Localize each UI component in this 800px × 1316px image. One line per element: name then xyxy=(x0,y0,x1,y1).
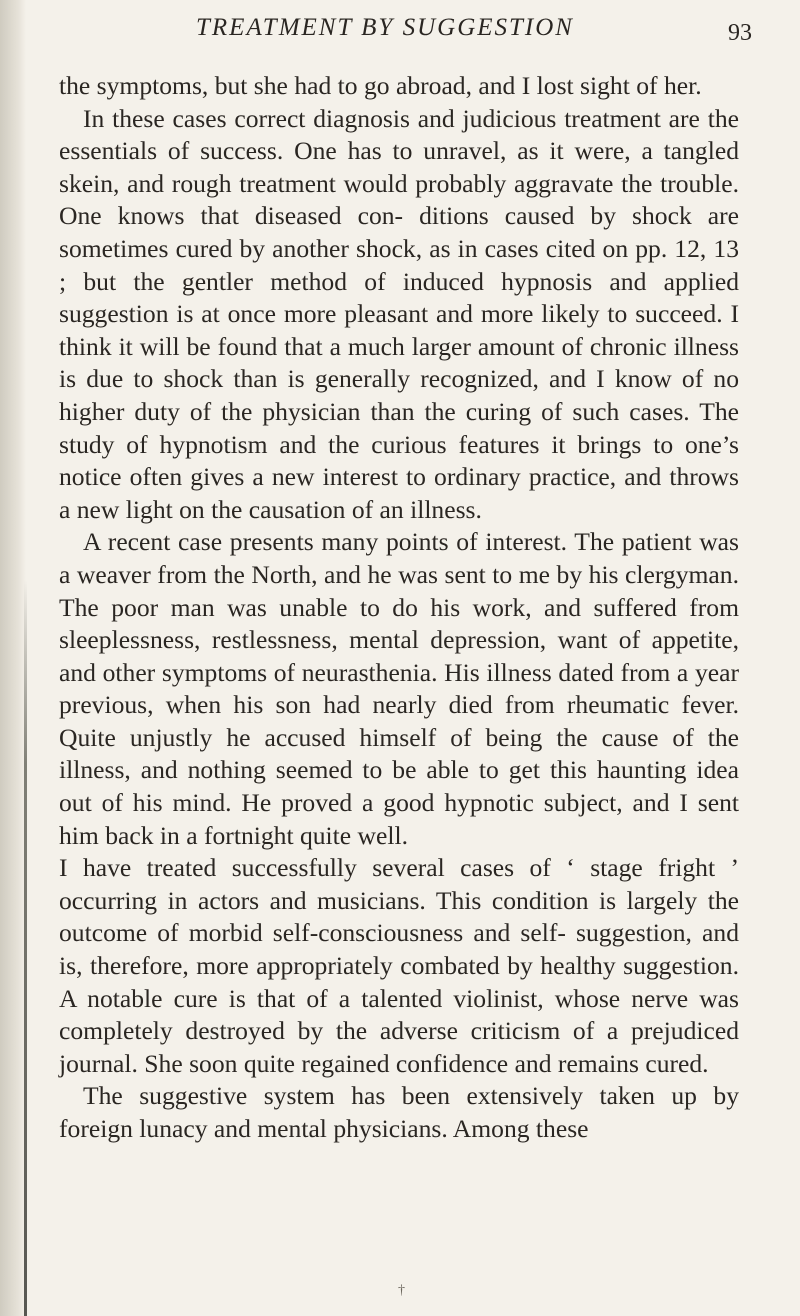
paragraph-4: I have treated successfully several cases of ‘ stage fright ’ occurring in actors and musicians. This condition is largely the outcome of morbid self-consciousness and self- suggestion, and is, therefore, more appropriately combated by healthy suggestion. A notable cure is that of a talented violinist, whose nerve was completely destroyed by the adverse criticism of a prejudiced journal. She soon quite regained confidence and remains cured. xyxy=(59,853,739,1078)
running-title: TREATMENT BY SUGGESTION xyxy=(196,14,574,41)
paragraph-2: In these cases correct diagnosis and judicious treatment are the essentials of success. One has to unravel, as it were, a tangled skein, and rough treatment would probably aggravate the trouble. One knows that diseased con- ditions caused by shock are sometimes cured by another shock, as in cases cited on pp. 12, 13 ; but the gentler method of induced hypnosis and applied suggestion is at once more pleasant and more likely to succeed. I think it will be found that a much larger amount of chronic illness is due to shock than is generally recognized, and I know of no higher duty of the physician than the curing of such cases. The study of hypnotism and the curious features it brings to one’s notice often gives a new interest to ordinary practice, and throws a new light on the causation of an illness. xyxy=(59,103,739,524)
printer-mark: † xyxy=(398,1283,405,1298)
page-number: 93 xyxy=(728,20,752,46)
page-header xyxy=(0,14,800,54)
paragraph-1: the symptoms, but she had to go abroad, and I lost sight of her. xyxy=(59,71,702,100)
paragraph-5: The suggestive system has been extensively taken up by foreign lunacy and mental physicians. Among these xyxy=(59,1081,739,1143)
binding-shadow xyxy=(24,580,27,1316)
body-text xyxy=(59,70,739,1146)
paragraph-3: A recent case presents many points of interest. The patient was a weaver from the North, and he was sent to me by his clergyman. The poor man was unable to do his work, and suffered from sleeplessness, restlessness, mental depression, want of appetite, and other symptoms of neurasthenia. His illness dated from a year previous, when his son had nearly died from rheumatic fever. Quite unjustly he accused himself of being the cause of the illness, and nothing seemed to be able to get this haunting idea out of his mind. He proved a good hypnotic subject, and I sent him back in a fortnight quite well. xyxy=(59,527,739,850)
page-gutter xyxy=(0,0,26,1316)
